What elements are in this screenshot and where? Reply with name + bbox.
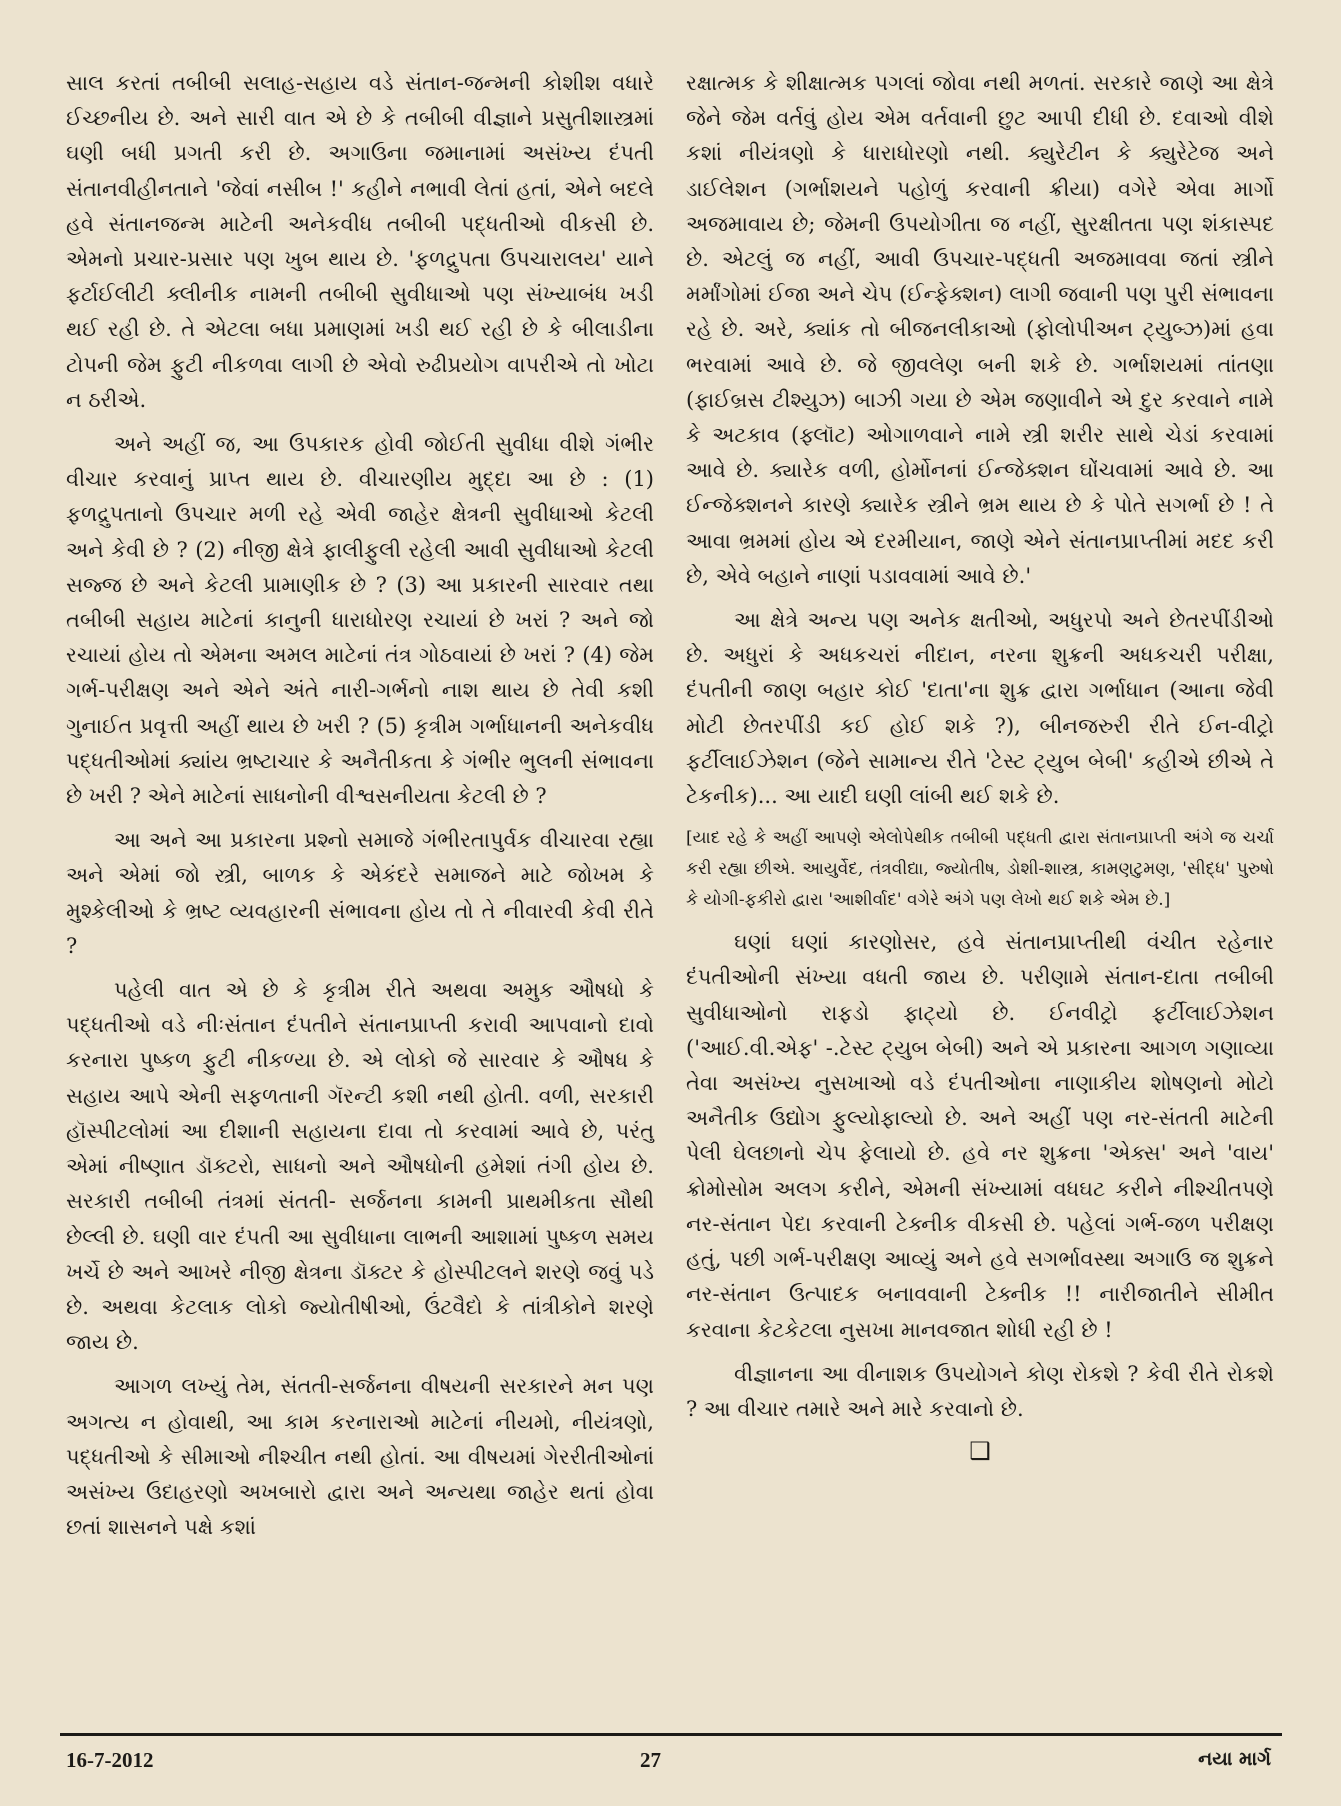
- paragraph: ઘણાં ઘણાં કારણોસર, હવે સંતાનપ્રાપ્તીથી વંચીત રહેનાર દંપતીઓની સંખ્યા વધતી જાય છે. પરીણામે સંતાન-દાતા તબીબી સુવીધાઓનો રાફડો ફાટ્યો છે. ઈનવીટ્રો ફર્ટીલાઈઝેશન ('આઈ.વી.એફ' -.ટેસ્ટ ટ્યુબ બેબી) અને એ પ્રકારના આગળ ગણાવ્યા તેવા અસંખ્ય નુસખાઓ વડે દંપતીઓના નાણાકીય શોષણનો મોટો અનૈતીક ઉદ્યોગ ફુલ્યોફાલ્યો છે. અને અહીં પણ નર-સંતતી માટેની પેલી ઘેલછાનો ચેપ ફેલાયો છે. હવે નર શુક્રના 'એક્સ' અને 'વાય' ક્રોમોસોમ અલગ કરીને, એમની સંખ્યામાં વધઘટ કરીને નીશ્ચીતપણે નર-સંતાન પેદા કરવાની ટેક્નીક વીકસી છે. પહેલાં ગર્ભ-જળ પરીક્ષણ હતું, પછી ગર્ભ-પરીક્ષણ આવ્યું અને હવે સગર્ભાવસ્થા અગાઉ જ શુક્રને નર-સંતાન ઉત્પાદક બનાવવાની ટેક્નીક !! નારીજાતીને સીમીત કરવાના કેટકેટલા નુસખા માનવજાત શોધી રહી છે !: [686, 930, 1274, 1342]
- paragraph: આ અને આ પ્રકારના પ્રશ્નો સમાજે ગંભીરતાપુર્વક વીચારવા રહ્યા અને એમાં જો સ્ત્રી, બાળક કે એકંદરે સમાજને માટે જોખમ કે મુશ્કેલીઓ કે ભ્રષ્ટ વ્યવહારની સંભાવના હોય તો તે નીવારવી કેવી રીતે ?: [66, 828, 654, 958]
- article-column-left: [66, 66, 654, 1554]
- paragraph: આ ક્ષેત્રે અન્ય પણ અનેક ક્ષતીઓ, અધુરપો અને છેતરપીંડીઓ છે. અધુરાં કે અધકચરાં નીદાન, નરના શુક્રની અધકચરી પરીક્ષા, દંપતીની જાણ બહાર કોઈ 'દાતા'ના શુક્ર દ્વારા ગર્ભાધાન (આના જેવી મોટી છેતરપીંડી કઈ હોઈ શકે ?), બીનજરુરી રીતે ઈન-વીટ્રો ફર્ટીલાઈઝેશન (જેને સામાન્ય રીતે 'ટેસ્ટ ટ્યુબ બેબી' કહીએ છીએ તે ટેકનીક)... આ યાદી ઘણી લાંબી થઈ શકે છે.: [686, 608, 1274, 809]
- paragraph: પહેલી વાત એ છે કે કૃત્રીમ રીતે અથવા અમુક ઔષધો કે પદ્ધતીઓ વડે નીઃસંતાન દંપતીને સંતાનપ્રાપ્તી કરાવી આપવાનો દાવો કરનારા પુષ્કળ ફુટી નીકળ્યા છે. એ લોકો જે સારવાર કે ઔષધ કે સહાય આપે એની સફળતાની ગૅરન્ટી કશી નથી હોતી. વળી, સરકારી હૉસ્પીટલોમાં આ દીશાની સહાયના દાવા તો કરવામાં આવે છે, પરંતુ એમાં નીષ્ણાત ડૉક્ટરો, સાધનો અને ઔષધોની હમેશાં તંગી હોય છે. સરકારી તબીબી તંત્રમાં સંતતી- સર્જનના કામની પ્રાથમીકતા સૌથી છેલ્લી છે. ઘણી વાર દંપતી આ સુવીધાના લાભની આશામાં પુષ્કળ સમય ખર્ચે છે અને આખરે નીજી ક્ષેત્રના ડૉક્ટર કે હોસ્પીટલને શરણે જવું પડે છે. અથવા કેટલાક લોકો જ્યોતીષીઓ, ઉંટવૈદો કે તાંત્રીકોને શરણે જાય છે.: [66, 978, 654, 1355]
- paragraph: અને અહીં જ, આ ઉપકારક હોવી જોઈતી સુવીધા વીશે ગંભીર વીચાર કરવાનું પ્રાપ્ત થાય છે. વીચારણીય મુદ્દા આ છે : (1) ફળદ્રુપતાનો ઉપચાર મળી રહે એવી જાહેર ક્ષેત્રની સુવીધાઓ કેટલી અને કેવી છે ? (2) નીજી ક્ષેત્રે ફાલીફુલી રહેલી આવી સુવીધાઓ કેટલી સજ્જ છે અને કેટલી પ્રામાણીક છે ? (3) આ પ્રકારની સારવાર તથા તબીબી સહાય માટેનાં કાનુની ધારાધોરણ રચાયાં છે ખરાં ? અને જો રચાયાં હોય તો એમના અમલ માટેનાં તંત્ર ગોઠવાયાં છે ખરાં ? (4) જેમ ગર્ભ-પરીક્ષણ અને એને અંતે નારી-ગર્ભનો નાશ થાય છે તેવી કશી ગુનાઈત પ્રવૃત્તી અહીં થાય છે ખરી ? (5) કૃત્રીમ ગર્ભાધાનની અનેકવીધ પદ્ધતીઓમાં ક્યાંય ભ્રષ્ટાચાર કે અનૈતીકતા કે ગંભીર ભુલની સંભાવના છે ખરી ? એને માટેનાં સાધનોની વીશ્વસનીયતા કેટલી છે ?: [66, 432, 654, 809]
- magazine-name: નયા માર્ગ: [1198, 1748, 1271, 1770]
- bracketed-note: [યાદ રહે કે અહીં આપણે એલોપેથીક તબીબી પદ્ધતી દ્વારા સંતાનપ્રાપ્તી અંગે જ ચર્ચા કરી રહ્યા છીએ. આયુર્વેદ, તંત્રવીદ્યા, જ્યોતીષ, ડોશી-શાસ્ત્ર, કામણટુમણ, 'સીદ્ધ' પુરુષો કે યોગી-ફકીરો દ્વારા 'આશીર્વાદ' વગેરે અંગે પણ લેખો થઈ શકે એમ છે.]: [686, 828, 1274, 911]
- paragraph: આગળ લખ્યું તેમ, સંતતી-સર્જનના વીષયની સરકારને મન પણ અગત્ય ન હોવાથી, આ કામ કરનારાઓ માટેનાં નીયમો, નીયંત્રણો, પદ્ધતીઓ કે સીમાઓ નીશ્ચીત નથી હોતાં. આ વીષયમાં ગેરરીતીઓનાં અસંખ્ય ઉદાહરણો અખબારો દ્વારા અને અન્યથા જાહેર થતાં હોવા છતાં શાસનને પક્ષે કશાં: [66, 1374, 654, 1540]
- paragraph: વીજ્ઞાનના આ વીનાશક ઉપયોગને કોણ રોકશે ? કેવી રીતે રોકશે ? આ વીચાર તમારે અને મારે કરવાનો છે.: [686, 1361, 1274, 1421]
- article-column-right: [686, 66, 1274, 1466]
- footer-date: 16-7-2012: [66, 1748, 154, 1772]
- footer-rule: [60, 1733, 1282, 1736]
- paragraph: સાલ કરતાં તબીબી સલાહ-સહાય વડે સંતાન-જન્મની કોશીશ વધારે ઈચ્છનીય છે. અને સારી વાત એ છે કે તબીબી વીજ્ઞાને પ્રસુતીશાસ્ત્રમાં ઘણી બધી પ્રગતી કરી છે. અગાઉના જમાનામાં અસંખ્ય દંપતી સંતાનવીહીનતાને 'જેવાં નસીબ !' કહીને નભાવી લેતાં હતાં, એને બદલે હવે સંતાનજન્મ માટેની અનેકવીધ તબીબી પદ્ધતીઓ વીકસી છે. એમનો પ્રચાર-પ્રસાર પણ ખુબ થાય છે. 'ફળદ્રુપતા ઉપચારાલય' યાને ફર્ટાઈલીટી ક્લીનીક નામની તબીબી સુવીધાઓ પણ સંખ્યાબંધ ખડી થઈ રહી છે. તે એટલા બધા પ્રમાણમાં ખડી થઈ રહી છે કે બીલાડીના ટોપની જેમ ફુટી નીકળવા લાગી છે એવો રુઢીપ્રયોગ વાપરીએ તો ખોટા ન ઠરીએ.: [66, 71, 654, 412]
- paragraph: રક્ષાત્મક કે શીક્ષાત્મક પગલાં જોવા નથી મળતાં. સરકારે જાણે આ ક્ષેત્રે જેને જેમ વર્તવું હોય એમ વર્તવાની છુટ આપી દીધી છે. દવાઓ વીશે કશાં નીયંત્રણો કે ધારાધોરણો નથી. ક્યુરેટીન કે ક્યુરેટેજ અને ડાઈલેશન (ગર્ભાશયને પહોળું કરવાની ક્રીયા) વગેરે એવા માર્ગો અજમાવાય છે; જેમની ઉપયોગીતા જ નહીં, સુરક્ષીતતા પણ શંકાસ્પદ છે. એટલું જ નહીં, આવી ઉપચાર-પદ્ધતી અજમાવવા જતાં સ્ત્રીને મર્માંગોમાં ઈજા અને ચેપ (ઈન્ફેક્શન) લાગી જવાની પણ પુરી સંભાવના રહે છે. અરે, ક્યાંક તો બીજનલીકાઓ (ફોલોપીઅન ટ્યુબ્ઝ)માં હવા ભરવામાં આવે છે. જે જીવલેણ બની શકે છે. ગર્ભાશયમાં તાંતણા (ફાઈબ્રસ ટીશ્યુઝ) બાઝી ગયા છે એમ જણાવીને એ દુર કરવાને નામે કે અટકાવ (ફ્લૉટ) ઓગાળવાને નામે સ્ત્રી શરીર સાથે ચેડાં કરવામાં આવે છે. ક્યારેક વળી, હોર્મોનનાં ઈન્જેક્શન ઘોંચવામાં આવે છે. આ ઈન્જેક્શનને કારણે ક્યારેક સ્ત્રીને ભ્રમ થાય છે કે પોતે સગર્ભા છે ! તે આવા ભ્રમમાં હોય એ દરમીયાન, જાણે એને સંતાનપ્રાપ્તીમાં મદદ કરી છે, એવે બહાને નાણાં પડાવવામાં આવે છે.': [686, 71, 1274, 588]
- page-number: 27: [640, 1748, 661, 1772]
- article-end-mark: ❑: [969, 1437, 991, 1466]
